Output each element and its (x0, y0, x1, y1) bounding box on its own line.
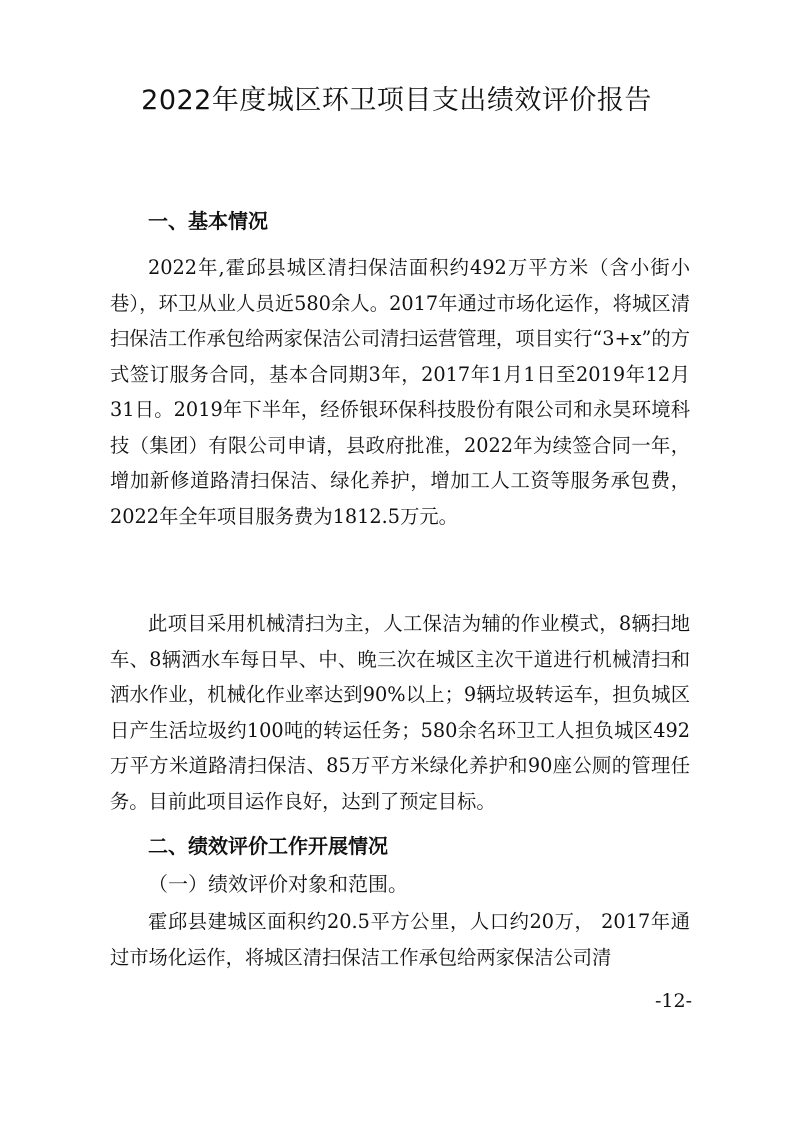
body-paragraph: 霍邱县建城区面积约20.5平方公里，人口约20万， 2017年通过市场化运作，将城区清扫保洁工作承包给两家保洁公司清 (110, 910, 690, 969)
document-title: 2022年度城区环卫项目支出绩效评价报告 (141, 85, 652, 116)
section-heading-evaluation-work: 二、绩效评价工作开展情况 (148, 834, 388, 858)
page-number: -12- (654, 990, 692, 1012)
subsection-heading: （一）绩效评价对象和范围。 (148, 872, 408, 896)
section-heading-basic-situation: 一、基本情况 (148, 209, 268, 233)
body-paragraph: 2022年,霍邱县城区清扫保洁面积约492万平方米（含小街小巷），环卫从业人员近580余人。2017年通过市场化运作，将城区清扫保洁工作承包给两家保洁公司清扫运营管理，项目实行“3+x”的方式签订服务合同，基本合同期3年，2017年1月1日至2019年12月31日。2019年下半年，经侨银环保科技股份有限公司和永昊环境科技（集团）有限公司申请，县政府批准，2022年为续签合同一年，增加新修道路清扫保洁、绿化养护，增加工人工资等服务承包费，2022年全年项目服务费为1812.5万元。 (110, 256, 690, 528)
body-paragraph: 此项目采用机械清扫为主，人工保洁为辅的作业模式，8辆扫地车、8辆洒水车每日早、中、晚三次在城区主次干道进行机械清扫和洒水作业，机械化作业率达到90%以上；9辆垃圾转运车，担负城区日产生活垃圾约100吨的转运任务；580余名环卫工人担负城区492万平方米道路清扫保洁、85万平方米绿化养护和90座公厕的管理任务。目前此项目运作良好，达到了预定目标。 (110, 612, 690, 813)
